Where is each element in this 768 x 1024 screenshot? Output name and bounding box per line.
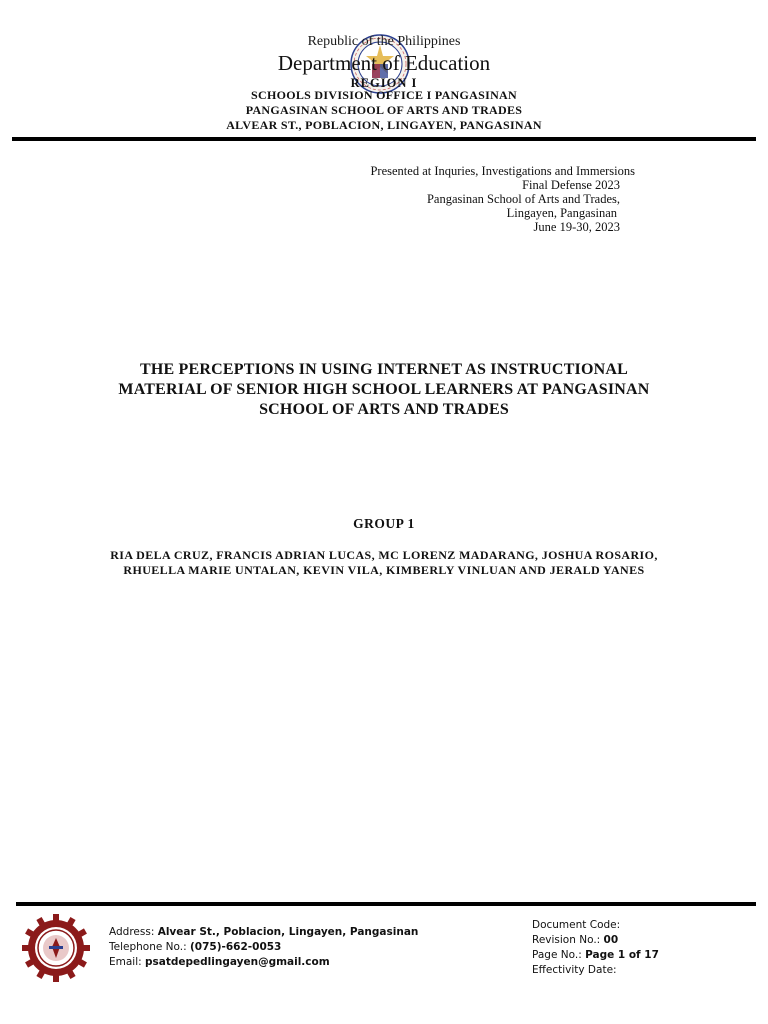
footer-divider	[16, 902, 756, 906]
authors-line-2: RHUELLA MARIE UNTALAN, KEVIN VILA, KIMBERLY VINLUAN AND JERALD YANES	[123, 563, 645, 577]
group-label: GROUP 1	[353, 516, 415, 531]
republic-line: Republic of the Philippines	[307, 34, 461, 49]
school-address-line: ALVEAR ST., POBLACION, LINGAYEN, PANGASINAN	[226, 118, 542, 132]
footer-document-info	[532, 918, 659, 978]
document-code: Document Code:	[532, 919, 621, 931]
title-line-1: THE PERCEPTIONS IN USING INTERNET AS INSTRUCTIONAL	[139, 361, 629, 378]
revision-number	[532, 933, 659, 948]
header-divider	[12, 137, 756, 141]
telephone-value: (075)-662-0053	[189, 941, 282, 953]
authors-line-1: RIA DELA CRUZ, FRANCIS ADRIAN LUCAS, MC LORENZ MADARANG, JOSHUA ROSARIO,	[110, 548, 658, 562]
footer-email	[109, 955, 418, 970]
page-number	[532, 948, 659, 963]
address-label: Address:	[109, 926, 158, 938]
presented-line-1: Presented at Inquries, Investigations and Immersions	[370, 164, 635, 178]
revision-value: 00	[603, 934, 619, 946]
presented-line-4: Lingayen, Pangasinan	[506, 206, 617, 220]
footer-telephone	[109, 940, 418, 955]
division-line: SCHOOLS DIVISION OFFICE I PANGASINAN	[251, 88, 517, 102]
psat-gear-logo	[22, 914, 90, 982]
research-title	[0, 360, 768, 420]
title-line-2: MATERIAL OF SENIOR HIGH SCHOOL LEARNERS AT PANGASINAN	[118, 381, 650, 398]
address-value: Alvear St., Poblacion, Lingayen, Pangasinan	[157, 926, 419, 938]
page-label: Page No.:	[532, 949, 586, 961]
email-value: psatdepedlingayen@gmail.com	[145, 956, 330, 968]
title-line-3: SCHOOL OF ARTS AND TRADES	[259, 401, 509, 418]
effectivity-date: Effectivity Date:	[532, 964, 617, 976]
page-value: Page 1 of 17	[585, 949, 659, 961]
presented-line-5: June 19-30, 2023	[533, 220, 620, 234]
footer-contact	[109, 925, 418, 970]
revision-label: Revision No.:	[532, 934, 604, 946]
department-name: Department of Education	[277, 51, 491, 75]
authors-list	[0, 548, 768, 578]
email-label: Email:	[109, 956, 146, 968]
presented-line-2: Final Defense 2023	[522, 178, 620, 192]
footer-address	[109, 925, 418, 940]
region-line: REGION I	[350, 76, 418, 90]
school-line: PANGASINAN SCHOOL OF ARTS AND TRADES	[245, 103, 523, 117]
presented-line-3: Pangasinan School of Arts and Trades,	[426, 192, 620, 206]
telephone-label: Telephone No.:	[109, 941, 190, 953]
